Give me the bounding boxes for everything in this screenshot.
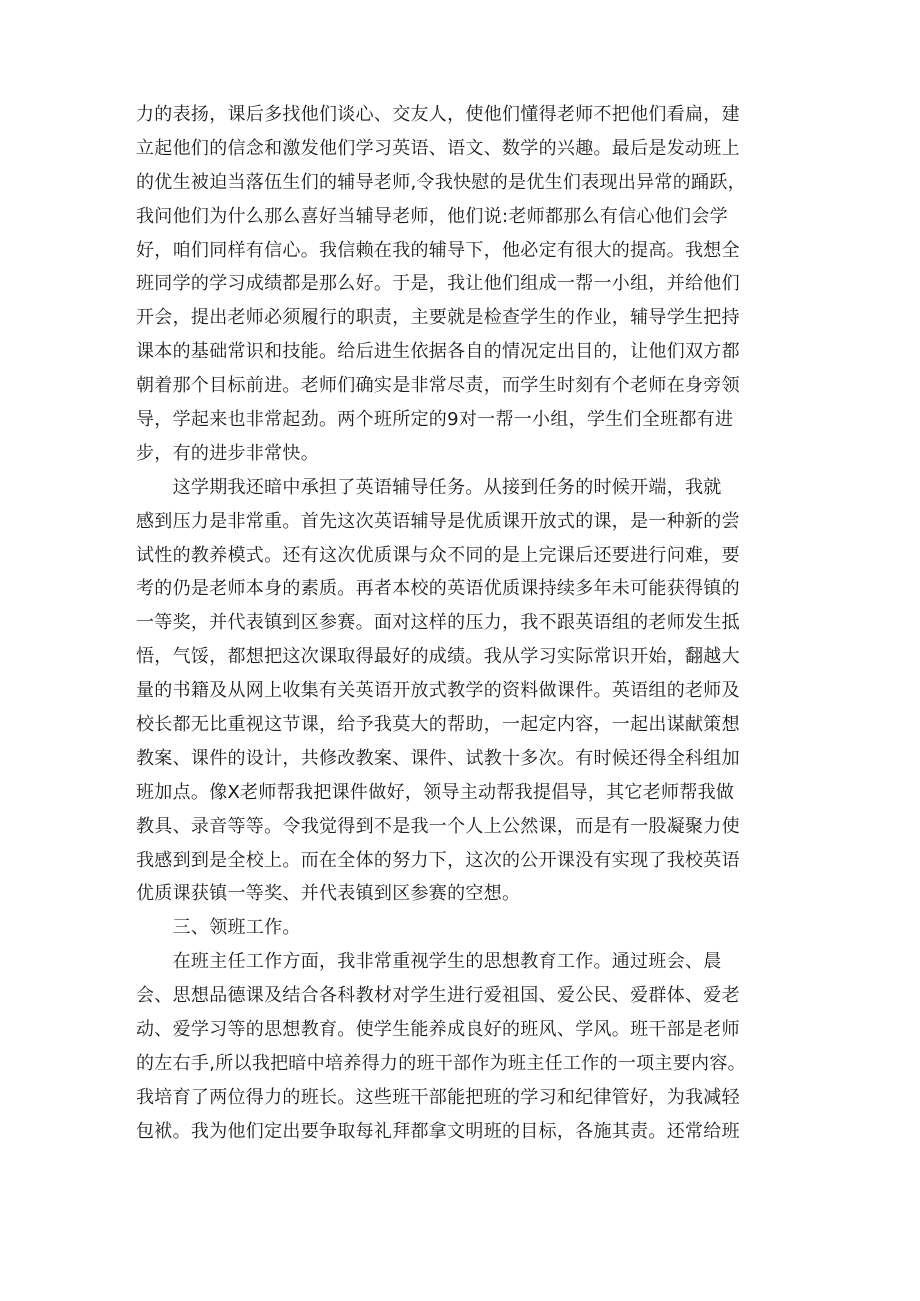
- text-line: 悟，气馁，都想把这次课取得最好的成绩。我从学习实际常识开始，翻越大: [136, 646, 740, 668]
- text-line: 教具、录音等等。令我觉得到不是我一个人上公然课，而是有一股凝聚力使: [136, 815, 740, 837]
- text-line: 班加点。像X老师帮我把课件做好，领导主动帮我提倡导，其它老师帮我做: [136, 781, 735, 803]
- text-line: 步，有的进步非常快。: [136, 442, 319, 464]
- text-line: 三、领班工作。: [136, 917, 301, 939]
- text-line: 一等奖，并代表镇到区参赛。面对这样的压力，我不跟英语组的老师发生抵: [136, 612, 740, 634]
- text-line: 量的书籍及从网上收集有关英语开放式教学的资料做课件。英语组的老师及: [136, 680, 740, 702]
- text-line: 立起他们的信念和激发他们学习英语、语文、数学的兴趣。最后是发动班上: [136, 137, 740, 159]
- text-line: 好，咱们同样有信心。我信赖在我的辅导下，他必定有很大的提高。我想全: [136, 239, 740, 261]
- text-line: 的优生被迫当落伍生们的辅导老师,令我快慰的是优生们表现出异常的踊跃，: [136, 171, 746, 193]
- text-line: 我培育了两位得力的班长。这些班干部能把班的学习和纪律管好，为我减轻: [136, 1086, 740, 1108]
- text-line: 朝着那个目标前进。老师们确实是非常尽责，而学生时刻有个老师在身旁领: [136, 375, 740, 397]
- text-line: 力的表扬，课后多找他们谈心、交友人，使他们懂得老师不把他们看扁，建: [136, 104, 740, 125]
- text-line: 校长都无比重视这节课，给予我莫大的帮助，一起定内容，一起出谋献策想: [136, 714, 740, 736]
- text-line: 课本的基础常识和技能。给后进生依据各自的情况定出目的，让他们双方都: [136, 341, 740, 363]
- text-line: 我感到到是全校上。而在全体的努力下，这次的公开课没有实现了我校英语: [136, 849, 740, 871]
- text-line: 包袱。我为他们定出要争取每礼拜都拿文明班的目标，各施其责。还常给班: [136, 1120, 740, 1142]
- paragraph: [136, 945, 796, 1148]
- text-line: 这学期我还暗中承担了英语辅导任务。从接到任务的时候开端，我就: [136, 476, 722, 498]
- text-line: 我问他们为什么那么喜好当辅导老师，他们说:老师都那么有信心他们会学: [136, 205, 728, 227]
- text-line: 优质课获镇一等奖、并代表镇到区参赛的空想。: [136, 883, 521, 905]
- paragraph: [136, 98, 796, 471]
- text-line: 试性的教养模式。还有这次优质课与众不同的是上完课后还要进行问难，要: [136, 544, 740, 566]
- text-line: 感到压力是非常重。首先这次英语辅导是优质课开放式的课，是一种新的尝: [136, 510, 740, 532]
- text-line: 动、爱学习等的思想教育。使学生能养成良好的班风、学风。班干部是老师: [136, 1019, 740, 1041]
- text-line: 班同学的学习成绩都是那么好。于是，我让他们组成一帮一小组，并给他们: [136, 273, 740, 295]
- document-body: [136, 98, 796, 1149]
- text-line: 导，学起来也非常起劲。两个班所定的9对一帮一小组，学生们全班都有进: [136, 409, 734, 431]
- paragraph: [136, 471, 796, 912]
- paragraph: [136, 911, 796, 945]
- text-line: 在班主任工作方面，我非常重视学生的思想教育工作。通过班会、晨: [136, 951, 722, 973]
- text-line: 教案、课件的设计，共修改教案、课件、试教十多次。有时候还得全科组加: [136, 747, 740, 769]
- text-line: 开会，提出老师必须履行的职责，主要就是检查学生的作业，辅导学生把持: [136, 307, 740, 329]
- text-line: 考的仍是老师本身的素质。再者本校的英语优质课持续多年未可能获得镇的: [136, 578, 740, 600]
- text-line: 会、思想品德课及结合各科教材对学生进行爱祖国、爱公民、爱群体、爱老: [136, 985, 740, 1007]
- text-line: 的左右手,所以我把暗中培养得力的班干部作为班主任工作的一项主要内容。: [136, 1052, 746, 1074]
